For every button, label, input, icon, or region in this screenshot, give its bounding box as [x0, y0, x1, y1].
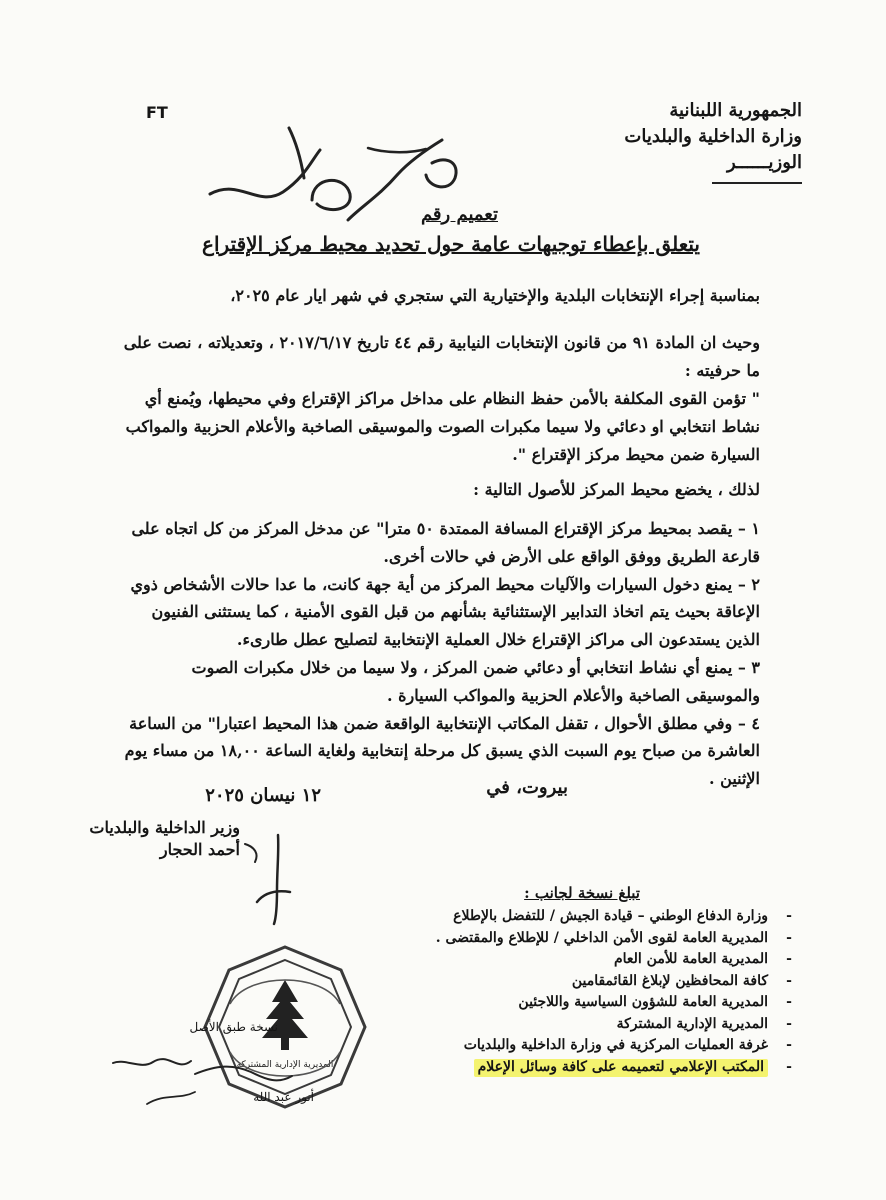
- list-bullet-dash: -: [786, 929, 792, 946]
- distribution-item: - غرفة العمليات المركزية في وزارة الداخلية والبلديات: [378, 1035, 798, 1057]
- signatory-title: وزير الداخلية والبلديات: [89, 818, 240, 837]
- list-bullet-dash: -: [786, 972, 792, 989]
- rules-list: [120, 515, 760, 793]
- list-bullet-dash: -: [786, 908, 792, 924]
- list-bullet-dash: -: [786, 1037, 792, 1053]
- distribution-list: [378, 906, 798, 1078]
- list-bullet-dash: -: [786, 1015, 792, 1032]
- distribution-item: - المديرية العامة للأمن العام: [378, 949, 798, 971]
- distribution-item: - وزارة الدفاع الوطني – قيادة الجيش / للتفضل بالإطلاع: [378, 906, 798, 928]
- list-bullet-dash: -: [786, 1058, 792, 1075]
- signature-mark: [235, 832, 325, 926]
- distribution-item-highlighted: - المكتب الإعلامي لتعميمه على كافة وسائل الإعلام: [378, 1057, 798, 1079]
- signatory-name: أحمد الحجار: [159, 840, 240, 859]
- list-bullet-dash: -: [786, 994, 792, 1010]
- certified-copy-note: نسخة طبق الأصل: [189, 1020, 278, 1034]
- ministry-title: وزارة الداخلية والبلديات: [624, 126, 802, 147]
- rule-item: ٢ – يمنع دخول السيارات والآليات محيط المركز من أية جهة كانت، ما عدا حالات الأشخاص ذوي الإعاقة بحيث يتم اتخاذ التدابير الإستثنائية بشأنهم من قبل القوى الأمنية ، كما يستثنى الفنيون الذين يستدعون الى مراكز الإقتراع خلال العملية الإنتخابية لتصليح عطل طارىء.: [130, 574, 760, 650]
- minister-title: الوزيــــــر: [712, 150, 802, 184]
- certification-signature: [107, 1048, 297, 1118]
- certifier-name: أنور عبد الله: [253, 1090, 314, 1104]
- distribution-item: - كافة المحافظين لإبلاغ القائمقامين: [378, 971, 798, 993]
- letterhead: [552, 98, 802, 184]
- issue-date: ١٢ نيسان ٢٠٢٥: [205, 785, 321, 806]
- stamp-text: المديرية الإدارية المشتركة: [236, 1060, 334, 1070]
- intro-paragraph: بمناسبة إجراء الإنتخابات البلدية والإختيارية التي ستجري في شهر ايار عام ٢٠٢٥،: [230, 286, 760, 305]
- place-label: بيروت، في: [486, 777, 568, 798]
- handwritten-annotation: [200, 120, 560, 250]
- rule-item: ٤ – وفي مطلق الأحوال ، تقفل المكاتب الإنتخابية الواقعة ضمن هذا المحيط اعتبارا" من الساعة العاشرة من صباح يوم السبت الذي يسبق كل مرحلة إنتخابية ولغاية الساعة ١٨,٠٠ من مساء يوم الإثنين .: [124, 713, 760, 789]
- rules-lead-in: لذلك ، يخضع محيط المركز للأصول التالية :: [473, 480, 760, 499]
- list-bullet-dash: -: [786, 951, 792, 967]
- distribution-item: - المديرية العامة للشؤون السياسية واللاجئين: [378, 992, 798, 1014]
- distribution-item: - المديرية الإدارية المشتركة: [378, 1014, 798, 1036]
- reference-code: FT: [146, 103, 168, 122]
- copies-heading: تبلغ نسخة لجانب :: [524, 884, 640, 902]
- circular-subject-heading: يتعلق بإعطاء توجيهات عامة حول تحديد محيط مركز الإقتراع: [202, 232, 700, 256]
- republic-title: الجمهورية اللبنانية: [669, 100, 802, 121]
- rule-item: ٣ – يمنع أي نشاط انتخابي أو دعائي ضمن المركز ، ولا سيما من خلال مكبرات الصوت والموسيقى الصاخبة والأعلام الحزبية والمواكب السيارة .: [191, 657, 760, 705]
- quoted-law-text: " تؤمن القوى المكلفة بالأمن حفظ النظام على مداخل مراكز الإقتراع وفي محيطها، ويُمنع أي نشاط انتخابي او دعائي ولا سيما مكبرات الصوت والموسيقى الصاخبة والأعلام الحزبية والمواكب السيارة ضمن محيط مركز الإقتراع ".: [125, 389, 760, 464]
- rule-item: ١ – يقصد بمحيط مركز الإقتراع المسافة الممتدة ٥٠ مترا" عن مدخل المركز من كل اتجاه على قارعة الطريق ووفق الواقع على الأرض في حالات أخرى.: [131, 519, 760, 566]
- legal-basis-paragraph: [120, 329, 760, 469]
- circular-number-heading: تعميم رقم: [420, 204, 498, 225]
- legal-basis-text: وحيث ان المادة ٩١ من قانون الإنتخابات النيابية رقم ٤٤ تاريخ ٢٠١٧/٦/١٧ ، وتعديلاته ، نصت على ما حرفيته :: [123, 333, 760, 380]
- signature-block: [0, 817, 240, 861]
- distribution-item: - المديرية العامة لقوى الأمن الداخلي / للإطلاع والمقتضى .: [378, 928, 798, 950]
